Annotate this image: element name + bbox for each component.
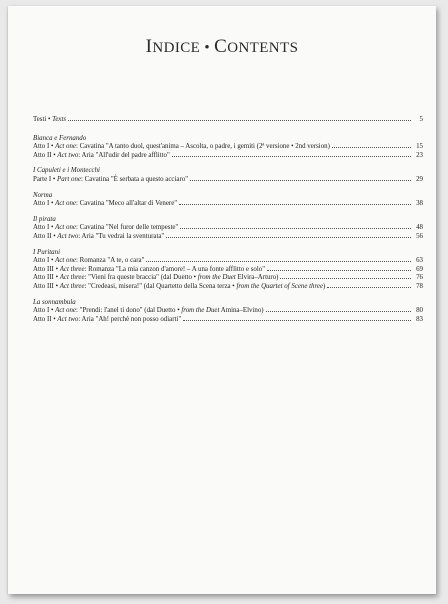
- toc-entry[interactable]: [33, 307, 423, 316]
- page-number: 80: [416, 307, 423, 315]
- dot-leader: [280, 278, 411, 279]
- entry-text: Atto III • Act three: "Vieni fra queste braccia" (dal Duetto • from the Duet Elvira–Arturo): [33, 274, 279, 282]
- title-indice-cap: I: [145, 36, 153, 57]
- dot-leader: [146, 261, 411, 262]
- entry-text: Testi • Texts: [33, 116, 67, 123]
- title-indice-rest: NDICE: [152, 40, 201, 56]
- dot-leader: [166, 237, 411, 238]
- entry-text: Atto I • Act one: Romanza "A te, o cara": [33, 257, 145, 265]
- entry-text: Atto II • Act two: Aria "Ah! perchè non posso odiarti": [33, 315, 182, 323]
- title-contents-rest: ONTENTS: [227, 40, 299, 56]
- dot-leader: [266, 311, 411, 312]
- title-contents-cap: C: [214, 36, 228, 57]
- entry-text: Parte I • Part one: Cavatina "È serbata a questo acciaro": [33, 175, 189, 183]
- opera-title: I Capuleti e i Montecchi: [33, 167, 100, 175]
- entry-text: Atto I • Act one: Cavatina "A tanto duol, quest'anima – Ascolta, o padre, i gemiti (2ª versione • 2nd version): [33, 143, 330, 151]
- entry-text: Atto I • Act one: Cavatina "Meco all'altar di Venere": [33, 200, 178, 208]
- page-title: [8, 36, 436, 58]
- dot-leader: [183, 320, 411, 321]
- page-number: 38: [416, 200, 423, 208]
- entry-text: Atto III • Act three: "Credeasi, misera!" (dal Quartetto della Scena terza • from the Quartet of Scene three): [33, 282, 326, 290]
- page-number: 48: [416, 224, 423, 232]
- dot-leader: [332, 147, 411, 148]
- entry-text: Atto I • Act one: Cavatina "Nel furor delle tempeste": [33, 224, 179, 232]
- toc-entry[interactable]: [33, 266, 423, 275]
- dot-leader: [68, 120, 411, 121]
- page-number: 5: [419, 116, 423, 123]
- page-number: 83: [416, 315, 423, 323]
- page-number: 15: [416, 143, 423, 151]
- page-number: 69: [416, 265, 423, 273]
- toc-entry[interactable]: [33, 224, 423, 233]
- page-number: 29: [416, 175, 423, 183]
- opera-title: La sonnambula: [33, 298, 76, 306]
- page-number: 76: [416, 274, 423, 282]
- opera-title: Bianca e Fernando: [33, 134, 87, 142]
- page-number: 23: [416, 151, 423, 159]
- entry-text: Atto II • Act two: Aria "All'udir del padre afflitto": [33, 151, 170, 159]
- toc-entry[interactable]: [33, 200, 423, 209]
- dot-leader: [190, 180, 411, 181]
- dot-leader: [179, 204, 411, 205]
- entry-text: Atto II • Act two: Aria "Tu vedrai la sventurata": [33, 232, 165, 240]
- page-number: 63: [416, 257, 423, 265]
- opera-list: [33, 135, 423, 325]
- entry-text: Atto I • Act one: "Prendi: l'anel ti dono" (dal Duetto • from the Duet Amina–Elvino): [33, 307, 264, 315]
- toc-entry[interactable]: [33, 143, 423, 152]
- toc-entry[interactable]: [33, 233, 423, 242]
- toc-entry[interactable]: [33, 176, 423, 185]
- dot-leader: [327, 287, 411, 288]
- toc-entry[interactable]: [33, 152, 423, 161]
- opera-title: Il pirata: [33, 215, 56, 223]
- toc-entry-texts[interactable]: [33, 116, 423, 125]
- book-page: [8, 6, 436, 594]
- page-number: 56: [416, 232, 423, 240]
- toc-entry[interactable]: [33, 283, 423, 292]
- toc-entry[interactable]: [33, 316, 423, 325]
- opera-title: Norma: [33, 191, 53, 199]
- dot-leader: [172, 156, 411, 157]
- toc-entry[interactable]: [33, 257, 423, 266]
- toc-entry[interactable]: [33, 274, 423, 283]
- table-of-contents: [33, 116, 423, 324]
- opera-title: I Puritani: [33, 248, 60, 256]
- dot-leader: [180, 228, 411, 229]
- dot-leader: [267, 270, 411, 271]
- title-separator: •: [200, 40, 215, 56]
- entry-text: Atto III • Act three: Romanza "La mia canzon d'amore! – A una fonte afflitto e solo": [33, 265, 266, 273]
- page-number: 78: [416, 282, 423, 290]
